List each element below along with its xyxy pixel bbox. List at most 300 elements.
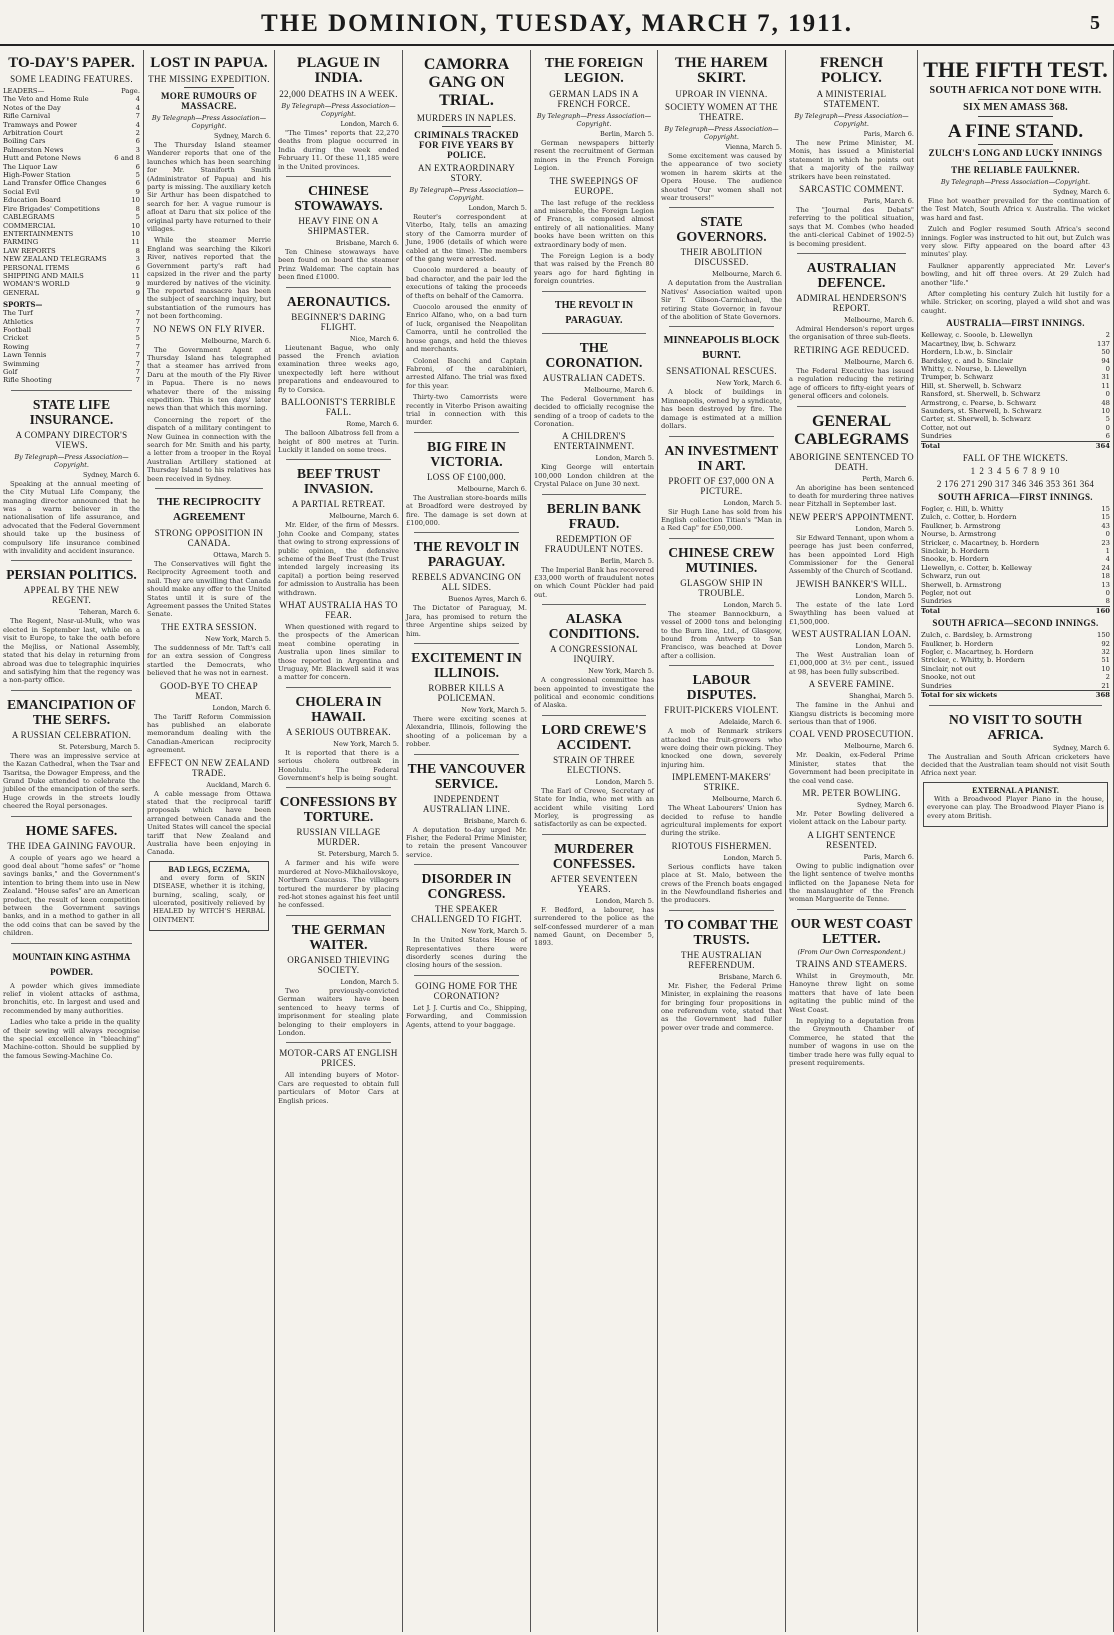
article-subhead: THEIR ABOLITION DISCUSSED. — [680, 247, 763, 268]
total-value: 160 — [1095, 606, 1110, 615]
batsman-runs: 43 — [1101, 521, 1110, 530]
dateline: London, March 5. — [595, 454, 654, 463]
article-subhead: MR. PETER BOWLING. — [802, 788, 901, 799]
article-body: Speaking at the annual meeting of the City Mutual Life Company, the managing director announced that he was a warm believer in the nationalisation of life assurance, and advocated that the Federal Government should take up the business of compulsory life insurance combined with invalidity and accident insurance. — [3, 479, 140, 556]
todays-paper-heading: TO-DAY'S PAPER. — [8, 55, 135, 71]
index-entry-title: Education Board — [3, 196, 61, 205]
advert-body: All intending buyers of Motor-Cars are requested to obtain full particulars of Motor Cars at English prices. — [278, 1071, 399, 1105]
dateline: Sydney, March 6. — [83, 470, 140, 479]
article-subhead: NEW PEER'S APPOINTMENT. — [789, 511, 914, 522]
index-entry-title: Rifle Carnival — [3, 112, 51, 121]
batsman-dismissal: Kelleway, c. Sooole, b. Llewellyn — [921, 331, 1033, 340]
article-body: Lieutenant Bague, who only passed the French aviation examination three weeks ago, unexpectedly left here without preparations and endeavoured to fly to Corsica. — [278, 343, 399, 394]
batsman-row — [921, 648, 1110, 656]
dateline: New York, March 5. — [461, 706, 527, 714]
index-entry-title: Hutt and Petone News — [3, 154, 81, 163]
batsman-row — [921, 530, 1110, 538]
article-body: The Australian store-boards mills at Broadford were destroyed by fire. The damage is set down at £100,000. — [406, 493, 527, 527]
batsman-runs: 32 — [1101, 648, 1110, 657]
article-body: It is reported that there is a serious cholera outbreak in Honolulu. The Federal Government's help is being sought. — [278, 748, 399, 783]
article-headline: BEEF TRUST INVASION. — [297, 466, 380, 497]
index-entry — [3, 343, 140, 351]
article-subhead: FRUIT-PICKERS VIOLENT. — [664, 705, 779, 716]
wire-credit: By Telegraph—Press Association—Copyright. — [940, 178, 1091, 186]
batsman-dismissal: Sinclair, not out — [921, 664, 976, 673]
batsman-dismissal: Saunders, st. Sherwell, b. Schwarz — [921, 406, 1042, 415]
article-subhead: STRONG OPPOSITION IN CANADA. — [154, 528, 264, 549]
scorecard-total — [921, 606, 1110, 615]
index-entry-title: COMMERCIAL — [3, 221, 56, 230]
article-subhead: ZULCH'S LONG AND LUCKY INNINGS — [928, 148, 1103, 158]
article-body: Mr. Peter Bowling delivered a violent attack on the Labour party. — [789, 810, 914, 827]
index-entry-page: 3 — [135, 145, 140, 154]
index-entry-page: 6 — [135, 179, 140, 188]
article-headline: EXCITEMENT IN ILLINOIS. — [411, 650, 522, 680]
article-body: The Foreign Legion is a body that was raised by the French 80 years ago for hard fighting in foreign countries. — [534, 252, 654, 286]
batsman-dismissal: Cotter, not out — [921, 423, 972, 432]
dateline: Nice, March 6. — [349, 334, 399, 343]
article-subhead: A CHILDREN'S ENTERTAINMENT. — [553, 431, 635, 452]
article-body: A couple of years ago we heard a good deal about "home safes" or "home savings banks," and the Government's intention to bring them into use in New Zealand. "House safes" are an American product, the result of keen competition between the Government savings banks, and in a method to gather in all the odd coins that can be saved by the children. — [3, 853, 140, 938]
batsman-runs: 10 — [1101, 406, 1110, 415]
total-label: Total for six wickets — [921, 691, 998, 700]
index-entry-page: 7 — [135, 112, 140, 121]
index-entry-title: ENTERTAINMENTS — [3, 229, 74, 238]
dateline: Brisbane, March 6. — [463, 816, 527, 825]
scorecard-heading: AUSTRALIA—FIRST INNINGS. — [946, 318, 1085, 329]
index-entry-page: 5 — [135, 213, 140, 222]
index-entry-page: 7 — [135, 368, 140, 376]
index-entry — [3, 289, 140, 297]
dateline: Melbourne, March 6. — [712, 795, 782, 804]
dateline: Paris, March 6. — [863, 197, 914, 206]
index-entry-page: 5 — [135, 334, 140, 343]
index-entry-page: 6 — [135, 137, 140, 146]
article-headline: THE CORONATION. — [545, 339, 643, 370]
index-entry-title: CABLEGRAMS — [3, 213, 55, 222]
batsman-dismissal: Bardsley, c. and b. Sinclair — [921, 356, 1013, 365]
batsman-dismissal: Pegler, not out — [921, 589, 972, 598]
batsman-runs: 23 — [1101, 538, 1110, 547]
batsman-dismissal: Sundries — [921, 597, 952, 606]
index-entry-title: WOMAN'S WORLD — [3, 280, 70, 289]
article-headline: LABOUR DISPUTES. — [686, 672, 757, 703]
index-entry — [3, 368, 140, 376]
scorecard-heading: SOUTH AFRICA—FIRST INNINGS. — [938, 491, 1093, 502]
article-headline: TO COMBAT THE TRUSTS. — [664, 916, 779, 947]
batsman-dismissal: Faulkner, b. Armstrong — [921, 521, 1001, 530]
article-subhead: SARCASTIC COMMENT. — [799, 184, 904, 195]
dateline: Shanghai, March 5. — [849, 692, 914, 701]
batsman-runs: 15 — [1101, 513, 1110, 522]
article-body: Some excitement was caused by the appearance of two society women in harem skirts at the Opera House. The audience shouted "Our women shall not wear trousers!" — [661, 152, 782, 203]
index-entry — [3, 255, 140, 263]
batsman-runs: 11 — [1101, 381, 1110, 390]
article-subhead: IMPLEMENT-MAKERS' STRIKE. — [672, 772, 771, 793]
article-subhead: SOCIETY WOMEN AT THE THEATRE. — [665, 102, 778, 122]
fall-of-wickets-heading: FALL OF THE WICKETS. — [962, 452, 1069, 463]
article-body: Sir Edward Tennant, upon whom a peerage has just been conferred, has been appointed Lord High Commissioner for the General Assembly of the Church of Scotland. — [789, 533, 914, 576]
dateline: Teheran, March 6. — [79, 608, 140, 617]
article-body: Thirty-two Camorrists were recently in Viterbo Prison awaiting trial in connection with this murder. — [406, 393, 527, 427]
index-list-main — [3, 213, 140, 297]
batsman-row — [921, 357, 1110, 365]
article-body: The Australian and South African cricketers have decided that the Australian team should not visit South Africa next year. — [921, 752, 1110, 778]
batsman-dismissal: Stricker, c. Whitty, b. Hordern — [921, 656, 1025, 665]
batsman-runs: 94 — [1101, 356, 1110, 365]
article-headline: MINNEAPOLIS BLOCK BURNT. — [663, 335, 780, 362]
column-8 — [918, 50, 1114, 1632]
article-body: In the United States House of Representatives there were disorderly scenes during the closing hours of the session. — [406, 936, 527, 970]
index-entry-page: 8 — [135, 246, 140, 255]
dateline: London, March 5. — [595, 896, 654, 905]
index-entry-title: Arbitration Court — [3, 129, 63, 138]
index-entry-page: 2 — [135, 129, 140, 138]
index-entry-title: Rowing — [3, 342, 29, 351]
index-entry — [3, 213, 140, 221]
index-entry-page: 11 — [131, 238, 140, 247]
wire-credit: By Telegraph—Press Association—Copyright. — [664, 125, 779, 141]
article-subhead: TRAINS AND STEAMERS. — [795, 958, 908, 969]
article-headline: THE GERMAN WAITER. — [291, 921, 386, 952]
article-body: The Tariff Reform Commission has published an elaborate memorandum dealing with the Canadian-American reciprocity agreement. — [147, 712, 271, 755]
batsman-row — [921, 331, 1110, 339]
batsman-runs: 0 — [1105, 364, 1110, 373]
article-subhead: GERMAN LADS IN A FRENCH FORCE. — [549, 89, 639, 109]
batsman-row — [921, 673, 1110, 681]
article-subhead: THE SWEEPINGS OF EUROPE. — [549, 175, 639, 196]
dateline: London, March 5. — [723, 600, 782, 609]
index-entry — [3, 318, 140, 326]
article-subhead: MURDERS IN NAPLES. — [416, 113, 517, 123]
article-subhead: UPROAR IN VIENNA. — [675, 89, 768, 99]
article-subhead: RIOTOUS FISHERMEN. — [671, 840, 772, 851]
fall-of-wickets-scores: 2 176 271 290 317 346 346 353 361 364 — [936, 478, 1095, 489]
batsman-row — [921, 547, 1110, 555]
batsman-runs: 6 — [1105, 432, 1110, 441]
article-body: Admiral Henderson's report urges the organisation of three sub-fleets. — [789, 325, 914, 342]
index-entry-title: The Turf — [3, 309, 33, 318]
batsman-row — [921, 656, 1110, 664]
batsman-runs: 50 — [1101, 348, 1110, 357]
article-body: There were exciting scenes at Alexandria, Illinois, following the shooting of a policeman by a robber. — [406, 715, 527, 749]
article-subhead: RUSSIAN VILLAGE MURDER. — [296, 827, 381, 848]
article-headline: AUSTRALIAN DEFENCE. — [806, 260, 897, 291]
column-4 — [403, 50, 531, 1632]
dateline: Melbourne, March 6. — [457, 484, 527, 493]
dateline: Melbourne, March 6. — [712, 270, 782, 279]
index-entry-title: Palmerston News — [3, 145, 64, 154]
batsman-row — [921, 581, 1110, 589]
column-3 — [275, 50, 403, 1632]
article-body: A cable message from Ottawa stated that the reciprocal tariff proposals which have been arranged between Canada and the United States will cancel the special tariff that New Zealand and Australia have been enjoying in Canada. — [147, 789, 271, 857]
batsman-dismissal: Sinclair, b. Hordern — [921, 547, 990, 555]
index-entry-page: 4 — [135, 103, 140, 112]
batsman-row — [921, 390, 1110, 398]
batsman-dismissal: Zulch, c. Cotter, b. Hordern — [921, 513, 1017, 522]
index-entry-title: The Veto and Home Rule — [3, 95, 89, 104]
index-entry — [3, 104, 140, 112]
index-entry-title: SHIPPING AND MAILS — [3, 271, 84, 280]
batsman-row — [921, 555, 1110, 563]
batsman-runs: 150 — [1097, 631, 1110, 640]
article-body: Serious conflicts have taken place at St. Malo, between the crews of the French boats engaged in the Newfoundland fisheries and the producers. — [661, 862, 782, 905]
batsman-dismissal: Fogler, c. Macartney, b. Hordern — [921, 648, 1034, 657]
article-headline: STATE GOVERNORS. — [676, 214, 767, 245]
article-subhead: GLASGOW SHIP IN TROUBLE. — [680, 577, 763, 598]
dateline: London, March 5. — [723, 498, 782, 507]
batsman-dismissal: Stricker, c. Macartney, b. Hordern — [921, 538, 1040, 547]
newspaper-title: THE DOMINION, TUESDAY, MARCH 7, 1911. — [261, 10, 853, 37]
article-body: The Dictator of Paraguay, M. Jara, has promised to return the three Argentine ships seized by him. — [406, 604, 527, 638]
article-headline: PERSIAN POLITICS. — [6, 567, 137, 583]
batsman-row — [921, 597, 1110, 605]
article-body: The West Australian loan of £1,000,000 at 3½ per cent., issued at 98, has been fully subscribed. — [789, 650, 914, 676]
article-subhead: SOUTH AFRICA NOT DONE WITH. — [929, 85, 1102, 96]
batsman-row — [921, 340, 1110, 348]
article-body: Fine hot weather prevailed for the continuation of the Test Match, South Africa v. Australia. The wicket was hard and fast. — [921, 197, 1110, 222]
wire-credit: By Telegraph—Press Association—Copyright. — [14, 452, 129, 469]
article-body: Cuocolo murdered a beauty of bad character, and the pair led the executions of taking the proceeds of thefts on behalf of the Camorra. — [406, 266, 527, 300]
article-subhead: A PARTIAL RETREAT. — [291, 499, 386, 510]
article-headline: DISORDER IN CONGRESS. — [421, 871, 512, 902]
dateline: Berlin, March 5. — [600, 130, 654, 138]
article-body: Owing to public indignation over the light sentence of twelve months inflicted on the Japanese Neta for the manslaughter of the French woman Marguerite de Tenne. — [789, 861, 914, 904]
index-entry-page: 9 — [135, 187, 140, 196]
index-entry-page: 11 — [131, 271, 140, 280]
batsman-dismissal: Fogler, c. Hill, b. Whitty — [921, 504, 1004, 513]
article-subhead: THE AUSTRALIAN REFERENDUM. — [681, 949, 762, 970]
index-list-leaders — [3, 95, 140, 213]
article-headline: CONFESSIONS BY TORTURE. — [279, 794, 398, 825]
page-number: 5 — [1090, 12, 1100, 34]
article-subhead: 22,000 DEATHS IN A WEEK. — [279, 89, 398, 99]
dateline: Sydney, March 6. — [1053, 188, 1110, 196]
batsman-dismissal: Llewellyn, c. Cotter, b. Kelleway — [921, 563, 1032, 572]
index-entry — [3, 146, 140, 154]
article-subhead: A SEVERE FAMINE. — [808, 679, 895, 690]
article-body: Mr. Fisher, the Federal Prime Minister, in explaining the reasons for bringing four propositions in one referendum vote, stated that as the Government had fuller power over trade and commerce. — [661, 981, 782, 1032]
index-entry-page: 4 — [135, 120, 140, 129]
index-entry-title: Swimming — [3, 359, 40, 368]
article-subhead: WEST AUSTRALIAN LOAN. — [791, 628, 912, 639]
advert-body: Let J. J. Curtis and Co., Shipping, Forwarding, and Commission Agents, attend to your baggage. — [406, 1003, 527, 1029]
article-subhead: THE IDEA GAINING FAVOUR. — [7, 840, 136, 851]
index-entry-page: 7 — [135, 359, 140, 368]
index-entry — [3, 95, 140, 103]
article-headline: LORD CREWE'S ACCIDENT. — [541, 721, 647, 752]
index-entry-page: 6 and 8 — [114, 154, 140, 163]
article-body: The Imperial Bank has recovered £33,000 worth of fraudulent notes on which Count Pückler had paid out. — [534, 565, 654, 599]
index-entry-page: 10 — [131, 196, 140, 205]
dateline: New York, March 5. — [588, 667, 654, 676]
article-subhead: INDEPENDENT AUSTRALIAN LINE. — [422, 793, 511, 814]
dateline: London, March 5. — [340, 977, 399, 986]
advert-headline: GOING HOME FOR THE CORONATION? — [415, 980, 518, 1001]
article-subhead: STRAIN OF THREE ELECTIONS. — [553, 754, 635, 775]
article-headline: FRENCH POLICY. — [819, 55, 884, 86]
dateline: Melbourne, March 6. — [844, 742, 914, 751]
dateline: Rome, March 6. — [346, 420, 399, 429]
article-subhead: A SERIOUS OUTBREAK. — [286, 726, 391, 737]
batsman-runs: 2 — [1105, 331, 1110, 340]
article-headline: CAMORRA GANG ON TRIAL. — [423, 56, 510, 109]
article-body: A farmer and his wife were murdered at Novo-Mikhailovskoye, Northern Caucasus. The villagers tortured the murderer by placing red-hot stones against his feet until he confessed. — [278, 859, 399, 910]
article-headline: THE HAREM SKIRT. — [675, 55, 768, 86]
article-headline: STATE LIFE INSURANCE. — [29, 396, 114, 427]
index-entry-title: Athletics — [3, 317, 34, 326]
dateline: Brisbane, March 6. — [335, 239, 399, 248]
dateline: Auckland, March 6. — [206, 780, 271, 789]
index-entry-title: Notes of the Day — [3, 103, 61, 112]
article-headline: THE RECIPROCITY AGREEMENT — [156, 496, 262, 524]
index-entry-page: 4 — [135, 95, 140, 104]
article-body: F. Bedford, a labourer, has surrendered to the police as the self-confessed murderer of a man named Gaunt, on December 5, 1893. — [534, 905, 654, 948]
index-entry — [3, 334, 140, 342]
advert-box — [149, 861, 269, 931]
dateline: Melbourne, March 6. — [329, 512, 399, 521]
article-body: Whilst in Greymouth, Mr. Hanoyne threw light on some matters that have of late been agitating the public mind of the West Coast. — [789, 971, 914, 1014]
article-subhead: SENSATIONAL RESCUES. — [666, 366, 777, 377]
article-headline: AERONAUTICS. — [286, 293, 391, 309]
index-entry — [3, 154, 140, 162]
article-headline: HOME SAFES. — [25, 822, 118, 838]
scorecard-total — [921, 441, 1110, 450]
wire-credit: By Telegraph—Press Association—Copyright. — [536, 112, 652, 128]
batsman-runs: 8 — [1105, 597, 1110, 606]
index-entry — [3, 230, 140, 238]
index-section: LEADERS— — [3, 87, 45, 95]
index-entry-title: PERSONAL ITEMS — [3, 263, 70, 272]
scorecard-heading: SOUTH AFRICA—SECOND INNINGS. — [932, 618, 1099, 629]
masthead — [0, 0, 1114, 46]
article-subhead: A CONGRESSIONAL INQUIRY. — [550, 644, 638, 665]
dateline: Melbourne, March 6. — [844, 357, 914, 366]
dateline: Sydney, March 6. — [857, 801, 914, 810]
index-entry — [3, 247, 140, 255]
index-entry-page: 10 — [131, 229, 140, 238]
index-entry — [3, 280, 140, 288]
article-body: Reuter's correspondent at Viterbo, Italy, tells an amazing story of the Camorra murder of June, 1906 (details of which were cabled at the time). The members of the gang were arrested. — [406, 213, 527, 264]
article-body: A block of buildings in Minneapolis, owned by a syndicate, has been destroyed by fire. The damage is estimated at a million dollars. — [661, 388, 782, 431]
advert-box — [923, 782, 1108, 827]
article-headline: EMANCIPATION OF THE SERFS. — [7, 696, 136, 727]
article-body: Mr. Elder, of the firm of Messrs. John Cooke and Company, states that owing to strong expressions of public opinion, the defensive scheme of the Beef Trust (the Trust intended largely increasing its capital) a portion being reserved for admission to Australia has been withdrawn. — [278, 521, 399, 597]
article-body: The Thursday Island steamer Wanderer reports that one of the launches which has been searching for Mr. Staniforth Smith (Administrator of Papua) and his party is missing. The auxiliary ketch Sir Arthur has been dispatched to search for her. A vague rumour is afloat at Daru that six police of the original party have returned to their villages. — [147, 141, 271, 234]
article-subhead: APPEAL BY THE NEW REGENT. — [23, 585, 120, 606]
batsman-dismissal: Hordern, l.b.w., b. Sinclair — [921, 348, 1013, 357]
article-headline: BIG FIRE IN VICTORIA. — [427, 438, 506, 469]
article-headline: OUR WEST COAST LETTER. — [790, 915, 913, 946]
article-subhead: THE RELIABLE FAULKNER. — [951, 165, 1080, 175]
index-entry-title: Land Transfer Office Changes — [3, 179, 107, 188]
batsman-runs: 51 — [1101, 656, 1110, 665]
batsman-runs: 2 — [1105, 673, 1110, 682]
article-body: A deputation to-day urged Mr. Fisher, the Federal Prime Minister, to retain the present Vancouver service. — [406, 825, 527, 859]
batsman-row — [921, 522, 1110, 530]
dateline: Brisbane, March 6. — [718, 972, 782, 981]
article-body: Sir Hugh Lane has sold from his English collection Titian's "Man in a Red Cap" for £50,000. — [661, 507, 782, 533]
index-entry-title: The Liquor Law — [3, 162, 58, 171]
batsman-row — [921, 572, 1110, 580]
article-subhead: A LIGHT SENTENCE RESENTED. — [807, 829, 896, 850]
batsman-runs: 24 — [1101, 563, 1110, 572]
batsman-dismissal: Nourse, b. Armstrong — [921, 530, 997, 539]
advert-body: and every form of SKIN DISEASE, whether it is itching, burning, scaling, scaly, or ulcerated, positively relieved by HEALED by WITCH'S HERBAL OINTMENT. — [153, 873, 265, 924]
contents-index — [3, 87, 140, 385]
index-entry — [3, 171, 140, 179]
index-entry — [3, 137, 140, 145]
article-subhead: WHAT AUSTRALIA HAS TO FEAR. — [279, 599, 398, 620]
scorecard-total — [921, 690, 1110, 699]
dateline: London, March 5. — [723, 853, 782, 862]
article-body: Ten Chinese stowaways have been found on board the steamer Prinz Waldemar. The captain has been fined £1000. — [278, 248, 399, 282]
batsman-runs: 0 — [1105, 390, 1110, 399]
article-subhead: AFTER SEVENTEEN YEARS. — [550, 873, 638, 894]
batsman-dismissal: Carter, st. Sherwell, b. Schwarz — [921, 415, 1031, 424]
article-subhead: ADMIRAL HENDERSON'S REPORT. — [796, 293, 907, 314]
batsman-runs: 48 — [1101, 398, 1110, 407]
index-entry-title: High-Power Station — [3, 171, 71, 180]
index-entry — [3, 163, 140, 171]
index-entry-page: 7 — [135, 342, 140, 351]
dateline: London, March 5. — [855, 591, 914, 600]
article-body: Zulch and Fogler resumed South Africa's second innings. Fogler was instructed to hit out, but Zulch was very slow. Fifty appeared on the board after 43 minutes' play. — [921, 225, 1110, 259]
index-entry — [3, 196, 140, 204]
article-headline: THE REVOLT IN PARAGUAY. — [554, 299, 634, 326]
index-entry-title: Social Evil — [3, 187, 40, 196]
total-label: Total — [921, 441, 940, 450]
dateline: New York, March 5. — [205, 634, 271, 643]
advert-headline: BAD LEGS, ECZEMA, — [168, 864, 250, 874]
index-entry — [3, 309, 140, 317]
index-entry-page: 5 — [135, 171, 140, 180]
advert-body: With a Broadwood Player Piano in the house, everyone can play. The Broadwood Player Piano is every atom British. — [927, 794, 1104, 820]
article-subhead: BALLOONIST'S TERRIBLE FALL. — [281, 397, 396, 418]
batsman-dismissal: Snooke, not out — [921, 673, 976, 682]
index-entry-title: FARMING — [3, 238, 39, 247]
article-subhead: ABORIGINE SENTENCED TO DEATH. — [789, 451, 914, 472]
leading-features-subhead: SOME LEADING FEATURES. — [10, 74, 133, 84]
article-headline: CHOLERA IN HAWAII. — [295, 693, 382, 724]
batsman-runs: 18 — [1101, 572, 1110, 581]
advert-headline: EXTERNAL A PIANIST. — [972, 785, 1059, 795]
batsman-row — [921, 505, 1110, 513]
article-body: The Regent, Nasr-ul-Mulk, who was elected in September last, while on a visit to Europe, to take the oath before the Mejliss, or National Assembly, stated that his delay in returning from abroad was due to telegraphic inquiries and satisfying him that the regency was a non-party office. — [3, 617, 140, 685]
dateline: Melbourne, March 6. — [844, 316, 914, 325]
article-subhead: LOSS OF £100,000. — [426, 471, 507, 482]
batsman-runs: 92 — [1101, 639, 1110, 648]
batsman-dismissal: Ransford, st. Sherwell, b. Schwarz — [921, 390, 1041, 399]
dateline: London, March 6. — [212, 703, 271, 712]
batsman-row — [921, 665, 1110, 673]
batsman-dismissal: Schwarz, run out — [921, 572, 981, 581]
index-entry — [3, 326, 140, 334]
batsman-runs: 31 — [1101, 373, 1110, 382]
article-body: After completing his century Zulch hit lustily for a while. Stricker, on scoring, played a wild shot and was caught. — [921, 290, 1110, 315]
article-body: There was an impressive service at the Kazan Cathedral, when the Tsar and Tsaritsa, the Dowager Empress, and the Grand Duke attended to celebrate the jubilee of the emancipation of the serfs. Huge crowds in the streets loudly cheered the Royal personages. — [3, 751, 140, 811]
batsman-runs: 1 — [1105, 547, 1110, 555]
batsman-row — [921, 382, 1110, 390]
article-subhead: A COMPANY DIRECTOR'S VIEWS. — [15, 429, 128, 450]
correspondent-credit: (From Our Own Correspondent.) — [797, 947, 906, 956]
index-entry-title: Cricket — [3, 334, 29, 343]
index-entry-title: GENERAL — [3, 288, 39, 297]
article-headline: A FINE STAND. — [947, 121, 1084, 142]
article-headline: THE FIFTH TEST. — [923, 57, 1108, 82]
article-body: The steamer Bannockburn, a vessel of 2000 tons and belonging to the Burn line, Ltd., of Glasgow, bound from Antwerp to San Francisco, was beached at Dover after a collision. — [661, 609, 782, 660]
index-entry — [3, 179, 140, 187]
